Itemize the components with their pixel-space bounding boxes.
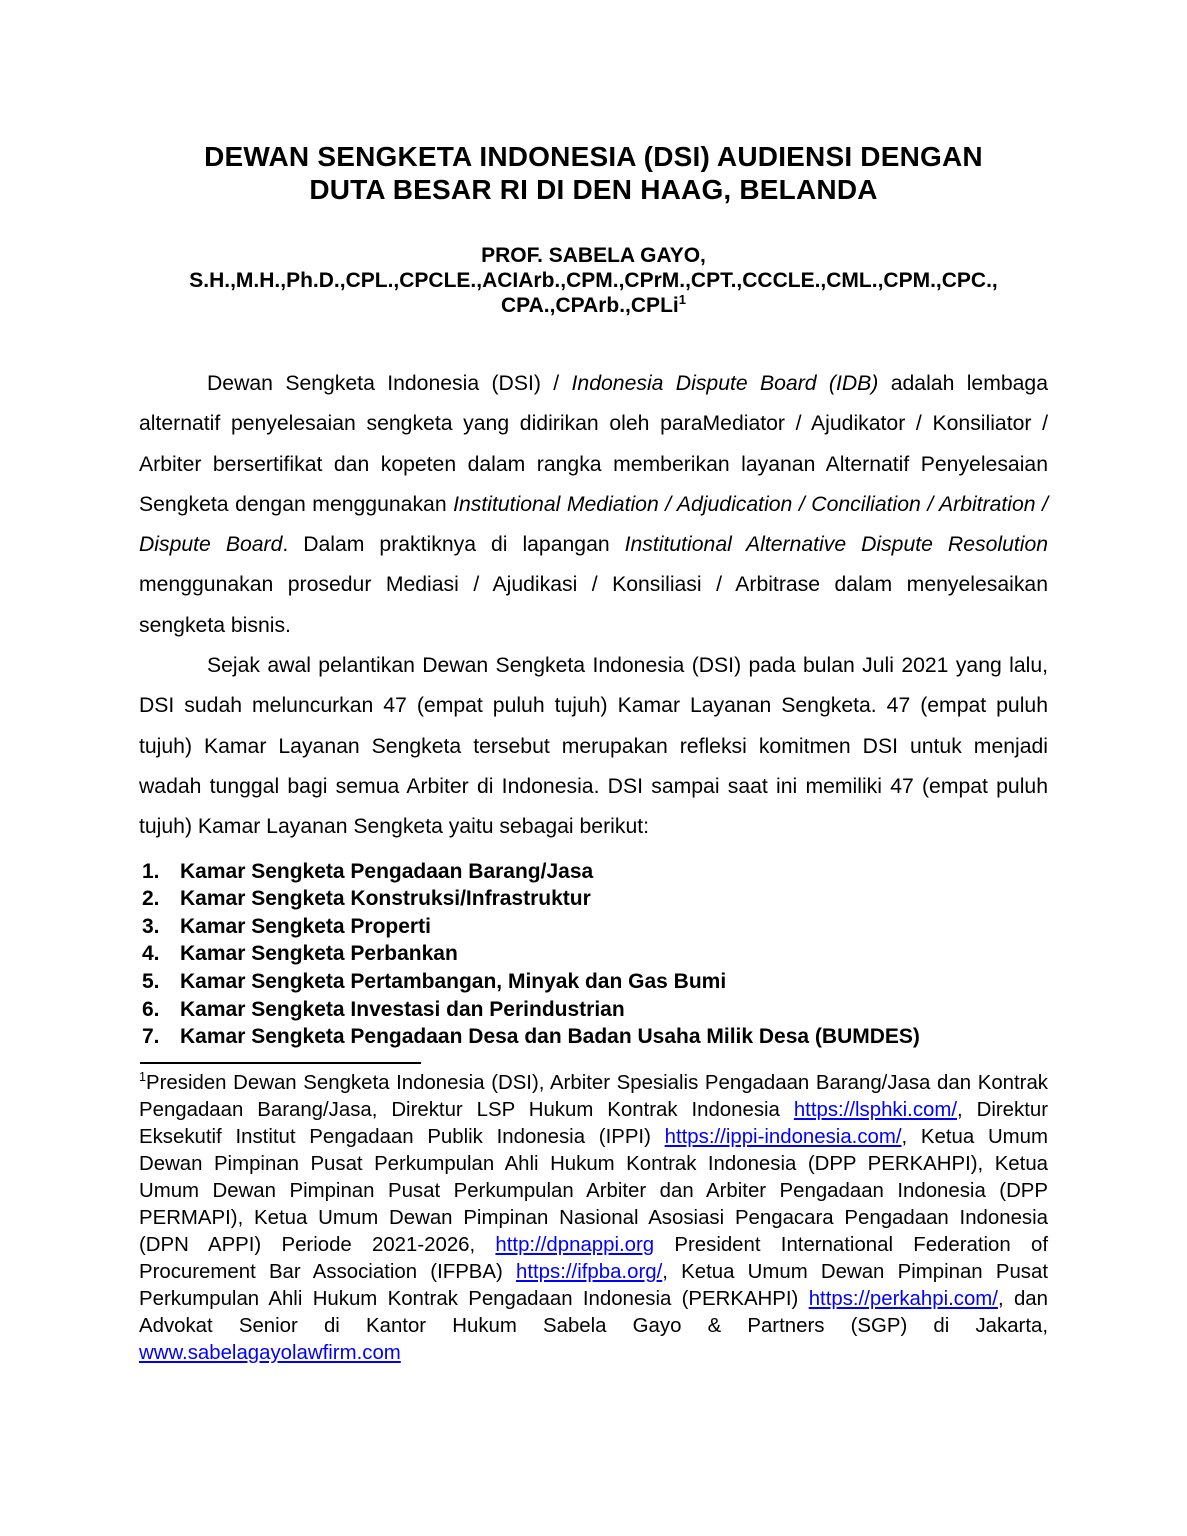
text-run: , Ketua Umum Dewan Pimpinan Pusat Perkumpulan Ahli Hukum Kontrak Pengadaan Indonesia (PERKAHPI) [139,1260,1048,1310]
list-item [139,1023,1048,1051]
footnote-link-sabelagayolawfirm[interactable]: www.sabelagayolawfirm.com [139,1341,401,1364]
credentials-text: CPA.,CPArb.,CPLi [501,294,679,317]
author-credentials-line-1: S.H.,M.H.,Ph.D.,CPL.,CPCLE.,ACIArb.,CPM.,CPrM.,CPT.,CCCLE.,CML.,CPM.,CPC., [189,269,998,292]
list-item-text: Kamar Sengketa Pengadaan Barang/Jasa [180,859,594,883]
list-item-number: 6. [142,997,160,1021]
footnote-reference-mark: 1 [678,292,686,307]
list-item-text: Kamar Sengketa Properti [180,914,431,938]
list-item-number: 3. [142,914,160,938]
list-item [139,885,1048,913]
text-run: . Dalam praktiknya di lapangan [282,533,625,557]
footnote-link-dpnappi[interactable]: http://dpnappi.org [495,1233,655,1256]
list-item-number: 2. [142,887,160,911]
list-item [139,996,1048,1024]
text-run: President International Federation of Procurement Bar Association (IFPBA) [139,1233,1048,1283]
text-run: Presiden Dewan Sengketa Indonesia (DSI), Arbiter Spesialis Pengadaan Barang/Jasa dan Kontrak Pengadaan Barang/Jasa, Direktur LSP Hukum Kontrak Indonesia [139,1071,1048,1121]
dispute-chamber-list [139,858,1048,1051]
title-line-1: DEWAN SENGKETA INDONESIA (DSI) AUDIENSI DENGAN [204,141,983,172]
list-item-number: 4. [142,942,160,966]
document-title [139,140,1048,206]
list-item-text: Kamar Sengketa Perbankan [180,942,458,966]
body-section [139,364,1048,848]
footnote-link-ippi[interactable]: https://ippi-indonesia.com/ [664,1125,902,1148]
footnote-number: 1 [139,1069,147,1084]
list-item-number: 1. [142,859,160,883]
text-run: menggunakan prosedur Mediasi / Ajudikasi / Konsiliasi / Arbitrase dalam menyelesaikan sengketa bisnis. [139,573,1048,637]
italic-run: Indonesia Dispute Board (IDB) [571,372,879,395]
list-item-text: Kamar Sengketa Pertambangan, Minyak dan Gas Bumi [180,969,727,993]
footnote-link-ifpba[interactable]: https://ifpba.org/ [516,1260,663,1283]
text-run: , Ketua Umum Dewan Pimpinan Pusat Perkumpulan Ahli Hukum Kontrak Indonesia (DPP PERKAHPI), Ketua Umum Dewan Pimpinan Pusat Perkumpulan Arbiter dan Arbiter Pengadaan Indonesia (DPP PERMAPI), Ketua Umum Dewan Pimpinan Nasional Asosiasi Pengacara Pengadaan Indonesia (DPN APPI) Periode 2021-2026, [139,1125,1048,1256]
text-run: adalah lembaga alternatif penyelesaian sengketa yang didirikan oleh paraMediator / Ajudikator / Konsiliator / Arbiter bersertifikat dan kopeten dalam rangka memberikan layanan Alternatif Penyelesaian Sengketa dengan menggunakan [139,372,1048,516]
text-run: , Direktur Eksekutif Institut Pengadaan Publik Indonesia (IPPI) [139,1098,1048,1148]
paragraph-1 [139,364,1048,646]
list-item [139,940,1048,968]
text-run: , dan Advokat Senior di Kantor Hukum Sabela Gayo & Partners (SGP) di Jakarta, [139,1287,1048,1337]
list-item [139,968,1048,996]
author-credentials-line-2 [139,293,1048,318]
footnote-separator [140,1062,421,1064]
italic-run: Institutional Alternative Dispute Resolution [624,533,1049,557]
list-item-text: Kamar Sengketa Pengadaan Desa dan Badan Usaha Milik Desa (BUMDES) [180,1025,920,1049]
list-item-number: 7. [142,1025,160,1049]
author-block [139,243,1048,318]
list-item [139,913,1048,941]
paragraph-2 [139,646,1048,847]
italic-run: Institutional Mediation / Adjudication / Conciliation / Arbitration / Dispute Board [139,492,1048,557]
footnote-link-perkahpi[interactable]: https://perkahpi.com/ [808,1287,998,1310]
list-item-number: 5. [142,969,160,993]
footnote-link-lsphki[interactable]: https://lsphki.com/ [793,1098,958,1121]
list-item-text: Kamar Sengketa Investasi dan Perindustrian [180,997,625,1021]
author-name: PROF. SABELA GAYO, [481,244,706,267]
text-run: Sejak awal pelantikan Dewan Sengketa Indonesia (DSI) pada bulan Juli 2021 yang lalu, DSI sudah meluncurkan 47 (empat puluh tujuh) Kamar Layanan Sengketa. 47 (empat puluh tujuh) Kamar Layanan Sengketa tersebut merupakan refleksi komitmen DSI untuk menjadi wadah tunggal bagi semua Arbiter di Indonesia. DSI sampai saat ini memiliki 47 (empat puluh tujuh) Kamar Layanan Sengketa yaitu sebagai berikut: [139,654,1048,839]
list-item [139,858,1048,886]
list-item-text: Kamar Sengketa Konstruksi/Infrastruktur [180,887,591,911]
title-line-2: DUTA BESAR RI DI DEN HAAG, BELANDA [309,174,878,205]
footnote [139,1070,1048,1367]
text-run: Dewan Sengketa Indonesia (DSI) / [207,372,572,395]
